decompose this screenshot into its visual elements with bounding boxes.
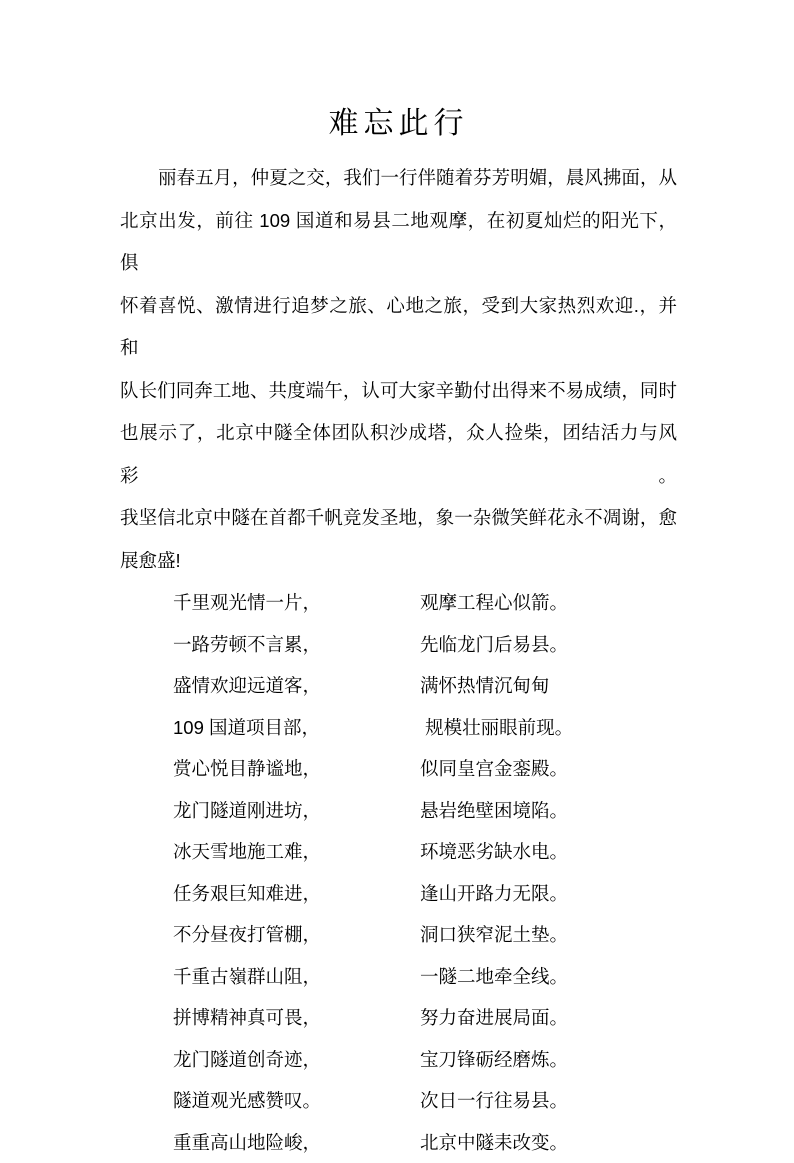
poem-line-right: 洞口狭窄泥土垫。 bbox=[420, 914, 568, 956]
poem-row bbox=[173, 1039, 677, 1081]
poem-line-right: 似同皇宫金銮殿。 bbox=[420, 748, 568, 790]
paragraph-line: 丽春五月，仲夏之交，我们一行伴随着芬芳明媚，晨风拂面，从 bbox=[120, 157, 677, 200]
poem-row bbox=[173, 582, 677, 624]
poem-line-right: 先临龙门后易县。 bbox=[420, 624, 568, 666]
poem-row bbox=[173, 624, 677, 666]
paragraph-line: 我坚信北京中隧在首都千帆竞发圣地，象一杂微笑鲜花永不凋谢，愈 bbox=[120, 497, 677, 540]
page-title: 难忘此行 bbox=[120, 105, 677, 143]
poem-line-left: 盛情欢迎远道客， bbox=[173, 665, 420, 707]
poem-line-left: 冰天雪地施工难， bbox=[173, 831, 420, 873]
poem-line-left: 109 国道项目部， bbox=[173, 707, 420, 749]
poem-row bbox=[173, 873, 677, 915]
poem-line-left: 一路劳顿不言累， bbox=[173, 624, 420, 666]
poem-row bbox=[173, 665, 677, 707]
poem-line-left: 隧道观光感赞叹。 bbox=[173, 1080, 420, 1122]
poem-row bbox=[173, 956, 677, 998]
poem-row bbox=[173, 790, 677, 832]
poem-line-right: 环境恶劣缺水电。 bbox=[420, 831, 568, 873]
poem-line-left: 龙门隧道创奇迹， bbox=[173, 1039, 420, 1081]
poem-line-left: 千里观光情一片， bbox=[173, 582, 420, 624]
poem-row bbox=[173, 914, 677, 956]
poem-row bbox=[173, 748, 677, 790]
paragraph-line: 队长们同奔工地、共度端午，认可大家辛勤付出得来不易成绩，同时 bbox=[120, 370, 677, 413]
poem-line-right: 逢山开路力无限。 bbox=[420, 873, 568, 915]
poem-row bbox=[173, 707, 677, 749]
poem-line-left: 重重高山地险峻， bbox=[173, 1122, 420, 1163]
poem-line-left: 拼博精神真可畏， bbox=[173, 997, 420, 1039]
poem-line-right: 观摩工程心似箭。 bbox=[420, 582, 568, 624]
poem-line-left: 千重古嶺群山阻， bbox=[173, 956, 420, 998]
poem-section bbox=[173, 582, 677, 1163]
poem-line-right: 一隧二地牵全线。 bbox=[420, 956, 568, 998]
poem-row bbox=[173, 997, 677, 1039]
poem-line-right: 宝刀锋砺经磨炼。 bbox=[420, 1039, 568, 1081]
paragraph-line: 展愈盛! bbox=[120, 540, 677, 583]
poem-line-right: 满怀热情沉甸甸 bbox=[420, 665, 550, 707]
poem-row bbox=[173, 831, 677, 873]
poem-line-right: 次日一行往易县。 bbox=[420, 1080, 568, 1122]
poem-row bbox=[173, 1080, 677, 1122]
paragraph-line: 怀着喜悦、激情进行追梦之旅、心地之旅，受到大家热烈欢迎.，并和 bbox=[120, 285, 677, 370]
poem-line-right: 规模壮丽眼前现。 bbox=[420, 707, 573, 749]
poem-line-right: 努力奋进展局面。 bbox=[420, 997, 568, 1039]
poem-line-left: 任务艰巨知难进， bbox=[173, 873, 420, 915]
poem-row bbox=[173, 1122, 677, 1163]
paragraph-line: 北京出发，前往 109 国道和易县二地观摩，在初夏灿烂的阳光下，俱 bbox=[120, 200, 677, 285]
poem-line-right: 悬岩绝壁困境陷。 bbox=[420, 790, 568, 832]
poem-line-right: 北京中隧耒改变。 bbox=[420, 1122, 568, 1163]
poem-line-left: 赏心悦目静谧地， bbox=[173, 748, 420, 790]
poem-line-left: 不分昼夜打管棚， bbox=[173, 914, 420, 956]
paragraph-line: 也展示了，北京中隧全体团队积沙成塔，众人捡柴，团结活力与风彩。 bbox=[120, 412, 677, 497]
poem-line-left: 龙门隧道刚进坊， bbox=[173, 790, 420, 832]
intro-paragraph bbox=[120, 157, 677, 582]
